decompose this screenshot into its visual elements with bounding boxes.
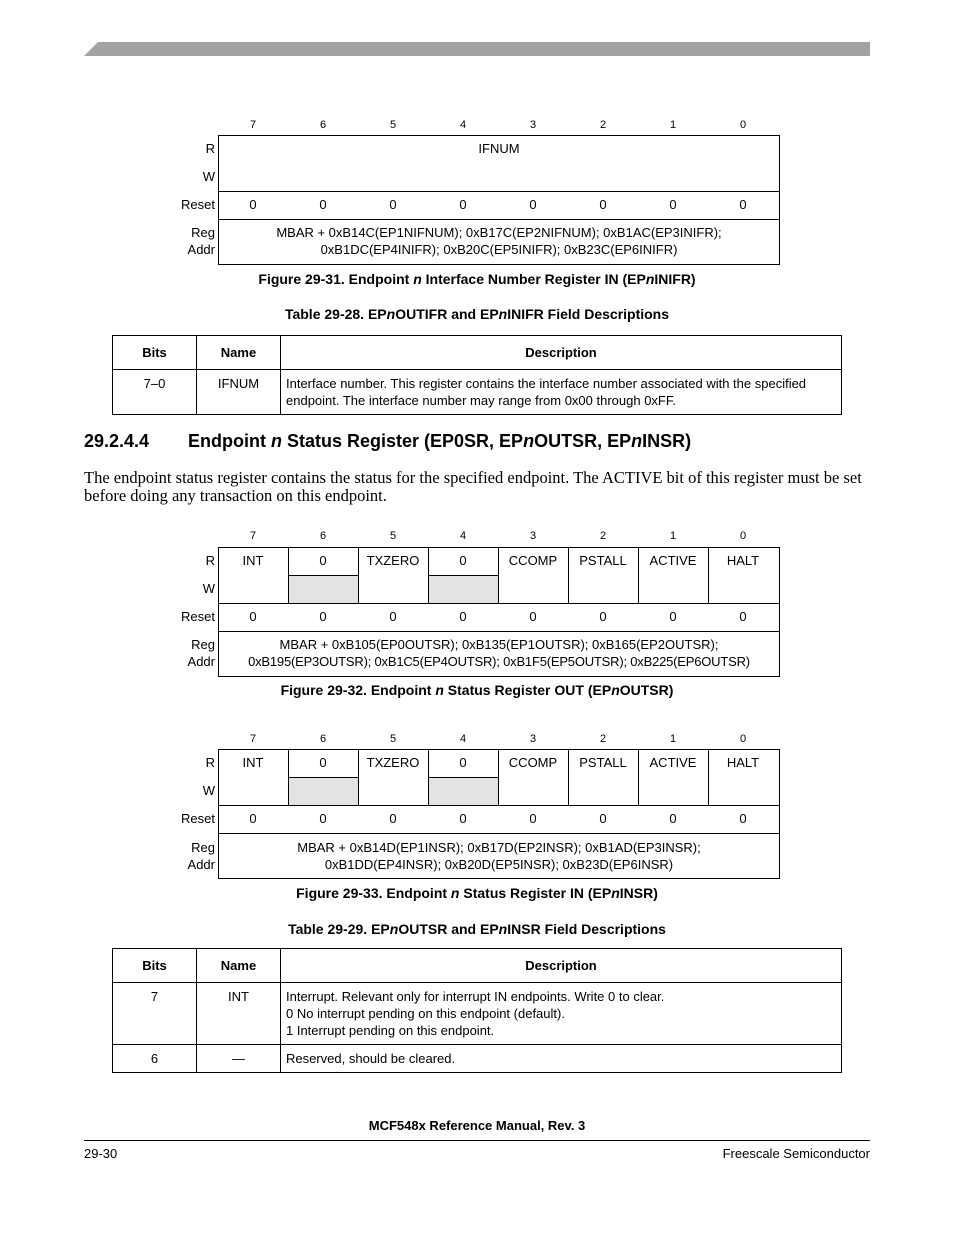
bit-number: 0 xyxy=(739,530,747,542)
reset-value: 0 xyxy=(669,811,677,826)
divider xyxy=(428,575,498,576)
bit-number: 4 xyxy=(459,530,467,542)
bits-cell: 7 xyxy=(113,983,197,1045)
row-label-reset: Reset xyxy=(181,609,215,624)
bit-number: 4 xyxy=(459,119,467,131)
description-line: Interrupt. Relevant only for interrupt IN endpoints. Write 0 to clear. xyxy=(286,989,665,1004)
table-row xyxy=(113,370,842,415)
field-pstall: PSTALL xyxy=(579,553,627,568)
section-heading: 29.2.4.4 Endpoint n Status Register (EP0SR, EPnOUTSR, EPnINSR) xyxy=(84,431,692,451)
bit-number: 1 xyxy=(669,530,677,542)
reset-value: 0 xyxy=(319,197,327,212)
body-paragraph: The endpoint status register contains the status for the specified endpoint. The ACTIVE bit of this register must be set before doing any transaction on this endpoint. xyxy=(84,468,862,505)
field-halt: HALT xyxy=(726,755,760,770)
reset-value: 0 xyxy=(319,609,327,624)
name-cell: — xyxy=(197,1045,281,1073)
table-header-row xyxy=(113,949,842,983)
reset-value: 0 xyxy=(529,197,537,212)
reset-value: 0 xyxy=(669,609,677,624)
row-label-addr: Addr xyxy=(187,654,215,669)
reg-address-line: MBAR + 0xB14D(EP1INSR); 0xB17D(EP2INSR); 0xB1AD(EP3INSR); xyxy=(297,840,701,855)
field-txzero: TXZERO xyxy=(366,755,420,770)
column-header: Name xyxy=(197,336,281,370)
bit-number: 7 xyxy=(249,119,257,131)
reset-value: 0 xyxy=(739,811,747,826)
field-reserved: 0 xyxy=(459,553,467,568)
field-ifnum: IFNUM xyxy=(478,141,520,156)
figure-caption: Figure 29-32. Endpoint n Status Register OUT (EPnOUTSR) xyxy=(280,682,674,698)
bit-number: 1 xyxy=(669,733,677,745)
bit-number: 6 xyxy=(319,733,327,745)
field-description-table xyxy=(112,948,842,1073)
row-label-read: R xyxy=(205,141,215,156)
bit-number: 0 xyxy=(739,119,747,131)
reg-address-line: 0xB195(EP3OUTSR); 0xB1C5(EP4OUTSR); 0xB1F5(EP5OUTSR); 0xB225(EP6OUTSR) xyxy=(248,654,750,669)
field-active: ACTIVE xyxy=(649,553,697,568)
reset-value: 0 xyxy=(599,609,607,624)
column-header: Description xyxy=(281,949,842,983)
field-description-table xyxy=(112,335,842,415)
description-line: Reserved, should be cleared. xyxy=(286,1051,456,1066)
divider xyxy=(218,805,780,806)
reset-value: 0 xyxy=(599,811,607,826)
table-header-row xyxy=(113,336,842,370)
bit-number: 4 xyxy=(459,733,467,745)
bit-number: 1 xyxy=(669,119,677,131)
bit-number: 2 xyxy=(599,530,607,542)
table-title: Table 29-29. EPnOUTSR and EPnINSR Field Descriptions xyxy=(288,921,666,937)
reset-value: 0 xyxy=(739,609,747,624)
divider xyxy=(218,219,780,220)
row-label-reset: Reset xyxy=(181,811,215,826)
bit-number: 2 xyxy=(599,733,607,745)
bit-number: 6 xyxy=(319,530,327,542)
reset-value: 0 xyxy=(459,197,467,212)
reset-value: 0 xyxy=(529,609,537,624)
reg-address-line: MBAR + 0xB14C(EP1NIFNUM); 0xB17C(EP2NIFNUM); 0xB1AC(EP3INIFR); xyxy=(276,225,722,240)
field-reserved: 0 xyxy=(319,755,327,770)
bit-number: 7 xyxy=(249,530,257,542)
field-txzero: TXZERO xyxy=(366,553,420,568)
divider xyxy=(218,603,780,604)
field-halt: HALT xyxy=(726,553,760,568)
bit-number: 2 xyxy=(599,119,607,131)
divider xyxy=(218,631,780,632)
row-label-write: W xyxy=(202,169,215,184)
description-cell xyxy=(281,370,842,415)
description-cell xyxy=(281,1045,842,1073)
row-label-addr: Addr xyxy=(187,857,215,872)
field-reserved: 0 xyxy=(319,553,327,568)
company-name: Freescale Semiconductor xyxy=(722,1146,870,1161)
row-label-reset: Reset xyxy=(181,197,215,212)
description-line: 1 Interrupt pending on this endpoint. xyxy=(286,1023,495,1038)
row-label-reg: Reg xyxy=(191,637,215,652)
reset-value: 0 xyxy=(669,197,677,212)
description-line: 0 No interrupt pending on this endpoint (default). xyxy=(286,1006,565,1021)
reset-value: 0 xyxy=(249,197,257,212)
table-row xyxy=(113,1045,842,1073)
bit-number: 5 xyxy=(389,119,397,131)
table-row xyxy=(113,983,842,1045)
reset-value: 0 xyxy=(389,609,397,624)
divider xyxy=(288,575,358,576)
field-int: INT xyxy=(242,755,264,770)
bits-cell: 6 xyxy=(113,1045,197,1073)
manual-title: MCF548x Reference Manual, Rev. 3 xyxy=(368,1118,586,1133)
page-number: 29-30 xyxy=(84,1146,118,1161)
column-header: Bits xyxy=(113,949,197,983)
reset-value: 0 xyxy=(389,811,397,826)
column-header: Name xyxy=(197,949,281,983)
column-header: Bits xyxy=(113,336,197,370)
reset-value: 0 xyxy=(389,197,397,212)
description-line: Interface number. This register contains the interface number associated with the specified xyxy=(286,376,807,391)
bit-number: 0 xyxy=(739,733,747,745)
name-cell: INT xyxy=(197,983,281,1045)
bit-number: 3 xyxy=(529,530,537,542)
name-cell: IFNUM xyxy=(197,370,281,415)
header-banner xyxy=(84,42,870,56)
reset-value: 0 xyxy=(249,609,257,624)
bit-number: 3 xyxy=(529,119,537,131)
row-label-read: R xyxy=(205,553,215,568)
bit-number: 7 xyxy=(249,733,257,745)
field-reserved: 0 xyxy=(459,755,467,770)
footer-rule xyxy=(84,1140,870,1141)
reg-address-line: MBAR + 0xB105(EP0OUTSR); 0xB135(EP1OUTSR); 0xB165(EP2OUTSR); xyxy=(279,637,719,652)
row-label-addr: Addr xyxy=(187,242,215,257)
reg-address-line: 0xB1DC(EP4INIFR); 0xB20C(EP5INIFR); 0xB23C(EP6INIFR) xyxy=(320,242,678,257)
field-pstall: PSTALL xyxy=(579,755,627,770)
reset-value: 0 xyxy=(459,609,467,624)
field-ccomp: CCOMP xyxy=(508,553,558,568)
reset-value: 0 xyxy=(599,197,607,212)
divider xyxy=(428,777,498,778)
table-title: Table 29-28. EPnOUTIFR and EPnINIFR Field Descriptions xyxy=(284,306,670,322)
row-label-read: R xyxy=(205,755,215,770)
column-header: Description xyxy=(281,336,842,370)
reset-value: 0 xyxy=(739,197,747,212)
reset-value: 0 xyxy=(249,811,257,826)
bit-number: 3 xyxy=(529,733,537,745)
field-ccomp: CCOMP xyxy=(508,755,558,770)
reg-address-line: 0xB1DD(EP4INSR); 0xB20D(EP5INSR); 0xB23D(EP6INSR) xyxy=(324,857,674,872)
bit-number: 5 xyxy=(389,733,397,745)
description-line: endpoint. The interface number may range from 0x00 through 0xFF. xyxy=(286,393,676,408)
reset-value: 0 xyxy=(459,811,467,826)
bits-cell: 7–0 xyxy=(113,370,197,415)
divider xyxy=(218,833,780,834)
description-cell xyxy=(281,983,842,1045)
reset-value: 0 xyxy=(529,811,537,826)
divider xyxy=(288,777,358,778)
bit-number: 5 xyxy=(389,530,397,542)
row-label-write: W xyxy=(202,581,215,596)
bit-number: 6 xyxy=(319,119,327,131)
figure-caption: Figure 29-31. Endpoint n Interface Number Register IN (EPnINIFR) xyxy=(258,271,696,287)
reset-value: 0 xyxy=(319,811,327,826)
divider xyxy=(218,191,780,192)
row-label-write: W xyxy=(202,783,215,798)
field-active: ACTIVE xyxy=(649,755,697,770)
figure-caption: Figure 29-33. Endpoint n Status Register IN (EPnINSR) xyxy=(296,885,658,901)
field-int: INT xyxy=(242,553,264,568)
row-label-reg: Reg xyxy=(191,840,215,855)
row-label-reg: Reg xyxy=(191,225,215,240)
